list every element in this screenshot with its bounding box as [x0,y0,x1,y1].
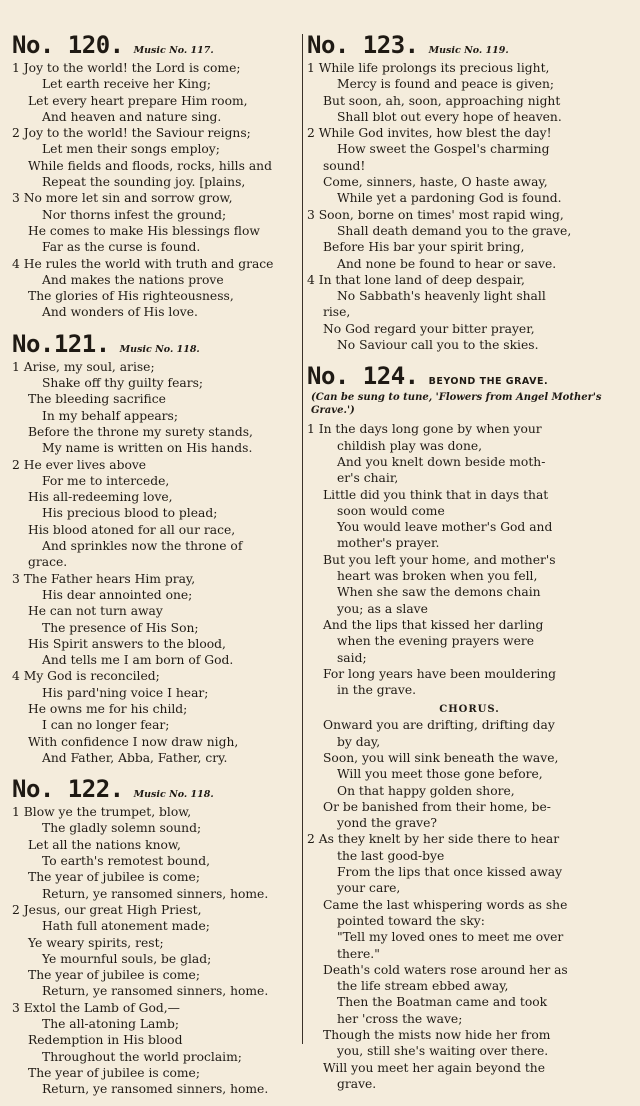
hymn-number: No. 124. [307,362,419,391]
verse-line: Before the throne my surety stands, [28,424,253,439]
verse-line: 1 Blow ye the trumpet, blow, [12,805,192,820]
verse-line: your care, [337,881,401,896]
verse-line: Nor thorns infest the ground; [42,207,227,222]
verse-line: when the evening prayers were [337,634,535,649]
verse-line: er's chair, [337,471,399,486]
verse-line: Death's cold waters rose around her as [323,962,568,977]
verse-line: But you left your home, and mother's [323,552,556,567]
verse-line: by day, [337,734,381,749]
verse-line: Mercy is found and peace is given; [337,77,555,92]
verse-line: Little did you think that in days that [323,487,549,502]
verse-line: Onward you are drifting, drifting day [323,718,555,733]
verse-line: yond the grave? [337,816,437,831]
verse-line: Let men their songs employ; [42,142,220,157]
verse-line: You would leave mother's God and [337,520,553,535]
chorus-label: CHORUS. [439,704,500,716]
verse-line: And heaven and nature sing. [42,109,222,124]
verse-line: 3 The Father hears Him pray, [12,571,196,586]
verse-line: And Father, Abba, Father, cry. [42,750,228,765]
verse-line: While fields and floods, rocks, hills and [28,158,272,173]
verse-line: 3 Extol the Lamb of God,— [12,1000,180,1015]
verse-line: On that happy golden shore, [337,783,515,798]
verse-line: you, still she's waiting over there. [337,1044,549,1059]
hymn-header [12,329,297,359]
verse-line: I can no longer fear; [42,718,170,733]
tune-note: (Can be sung to tune, 'Flowers from Angel Mother's Grave.') [311,392,602,417]
verse-line: His pard'ning voice I hear; [42,685,209,700]
verse-line: Let earth receive her King; [42,77,211,92]
column-divider [302,34,303,1044]
verse-line: mother's prayer. [337,536,440,551]
verse-line: 1 Arise, my soul, arise; [12,359,155,374]
verse-line: 4 He rules the world with truth and grace [12,256,274,271]
verse-line: And tells me I am born of God. [42,653,234,668]
verse-line: Before His bar your spirit bring, [323,240,525,255]
verse-line: The year of jubilee is come; [28,1065,200,1080]
verse-line: childish play was done, [337,438,483,453]
verse-line: the life stream ebbed away, [337,979,509,994]
verse-line: No Saviour call you to the skies. [337,338,539,353]
verse-line: He comes to make His blessings flow [28,223,260,238]
hymn-number: No. 123. [307,31,419,59]
verse-line: Hath full atonement made; [42,919,210,934]
verse-line: And makes the nations prove [42,272,224,287]
verse-line: When she saw the demons chain [337,585,541,600]
verse-line: 3 Soon, borne on times' most rapid wing, [307,207,564,222]
verse-line: 2 While God invites, how blest the day! [307,126,552,141]
verse-line: heart was broken when you fell, [337,569,538,584]
verse-line: 1 In the days long gone by when your [307,422,542,437]
verse-line: grave. [337,1076,377,1091]
verse-line: "Tell my loved ones to meet me over [337,930,564,945]
verse-line: And you knelt down beside moth- [337,454,546,469]
verse-line: 3 No more let sin and sorrow grow, [12,191,233,206]
hymn-lines [307,60,632,353]
verse-line: there." [337,946,380,961]
verse-line: Came the last whispering words as she [323,897,568,912]
hymn-header [307,361,632,391]
verse-line: The year of jubilee is come; [28,968,200,983]
verse-line: 2 He ever lives above [12,457,147,472]
verse-line: you; as a slave [337,601,428,616]
verse-line: From the lips that once kissed away [337,865,563,880]
verse-line: Repeat the sounding joy. [plains, [42,175,246,190]
verse-line: Ye mournful souls, be glad; [42,951,212,966]
verse-line: her 'cross the wave; [337,1011,463,1026]
hymn-header [12,774,297,804]
verse-line: My name is written on His hands. [42,441,253,456]
verse-line: Will you meet her again beyond the [323,1060,545,1075]
verse-line: Redemption in His blood [28,1033,183,1048]
hymn-title: BEYOND THE GRAVE. [428,376,549,388]
verse-line: His blood atoned for all our race, [28,522,236,537]
verse-line: Far as the curse is found. [42,240,201,255]
verse-line: Return, ye ransomed sinners, home. [42,984,269,999]
verse-line: sound! [323,158,366,173]
verse-line: 2 Joy to the world! the Saviour reigns; [12,126,251,141]
verse-line: Shall blot out every hope of heaven. [337,109,562,124]
verse-line: His precious blood to plead; [42,506,218,521]
hymn-number: No.121. [12,329,110,358]
verse-line: Return, ye ransomed sinners, home. [42,1082,269,1097]
verse-line: For long years have been mouldering [323,666,557,681]
verse-line: He can not turn away [28,604,163,619]
hymn-120 [12,30,297,321]
verse-line: pointed toward the sky: [337,913,485,928]
verse-line: The all-atoning Lamb; [42,1017,180,1032]
verse-line: Soon, you will sink beneath the wave, [323,750,559,765]
verse-line: But soon, ah, soon, approaching night [323,93,561,108]
verse-line: And sprinkles now the throne of [42,539,243,554]
verse-line: 4 My God is reconciled; [12,669,160,684]
verse-line: 2 Jesus, our great High Priest, [12,902,202,917]
verse-line: rise, [323,305,351,320]
verse-line: 4 In that lone land of deep despair, [307,272,525,287]
music-reference: Music No. 118. [119,343,200,355]
verse-line: His all-redeeming love, [28,490,173,505]
verse-line: The bleeding sacrifice [28,392,166,407]
verse-line: Come, sinners, haste, O haste away, [323,175,548,190]
verse-line: And the lips that kissed her darling [323,617,544,632]
verse-line: No Sabbath's heavenly light shall [337,289,546,304]
verse-line: 1 While life prolongs its precious light, [307,61,550,75]
verse-line: grace. [28,555,68,570]
verse-line: The gladly solemn sound; [42,821,202,836]
hymn-122 [12,774,297,1097]
verse-line: His dear annointed one; [42,587,193,602]
hymn-123 [307,30,632,353]
verse-line: While yet a pardoning God is found. [337,191,562,206]
verse-line: Let every heart prepare Him room, [28,93,248,108]
verse-line: The glories of His righteousness, [28,289,234,304]
hymn-lines [12,359,297,766]
verse-line: No God regard your bitter prayer, [323,321,535,336]
hymn-124 [307,361,632,1092]
verse-line: The year of jubilee is come; [28,870,200,885]
verse-line: With confidence I now draw nigh, [28,734,239,749]
verse-line: 1 Joy to the world! the Lord is come; [12,61,241,75]
chorus-lines [307,717,632,1092]
verse-line: said; [337,650,367,665]
verse-line: in the grave. [337,683,417,698]
left-column [12,30,297,1106]
verse-line: Return, ye ransomed sinners, home. [42,886,269,901]
verse-line: How sweet the Gospel's charming [337,142,550,157]
verse-line: Will you meet those gone before, [337,767,543,782]
hymn-header [12,30,297,60]
hymn-121 [12,329,297,766]
verse-line: Throughout the world proclaim; [42,1049,242,1064]
verse-line: He owns me for his child; [28,701,188,716]
verse-line: His Spirit answers to the blood, [28,636,226,651]
verse-line: soon would come [337,503,445,518]
verse-line: Or be banished from their home, be- [323,799,551,814]
verse-line: And wonders of His love. [42,305,198,320]
verse-line: Shake off thy guilty fears; [42,376,204,391]
verse-line: Shall death demand you to the grave, [337,223,572,238]
verse-line: the last good-bye [337,848,445,863]
verse-line: Ye weary spirits, rest; [28,935,164,950]
hymn-number: No. 122. [12,775,124,804]
hymn-lines [307,421,632,698]
verse-line: Then the Boatman came and took [337,995,548,1010]
music-reference: Music No. 118. [133,789,214,801]
verse-line: The presence of His Son; [42,620,199,635]
right-column [307,30,632,1100]
verse-line: For me to intercede, [42,473,170,488]
verse-line: Let all the nations know, [28,837,181,852]
verse-line: Though the mists now hide her from [323,1028,551,1043]
hymn-lines [12,60,297,321]
verse-line: In my behalf appears; [42,408,179,423]
verse-line: To earth's remotest bound, [42,854,211,869]
verse-line: And none be found to hear or save. [337,256,557,271]
hymn-number: No. 120. [12,31,124,59]
verse-line: 2 As they knelt by her side there to hear [307,832,560,847]
music-reference: Music No. 117. [133,45,214,56]
hymn-header [307,30,632,60]
music-reference: Music No. 119. [428,45,509,56]
hymn-lines [12,804,297,1097]
